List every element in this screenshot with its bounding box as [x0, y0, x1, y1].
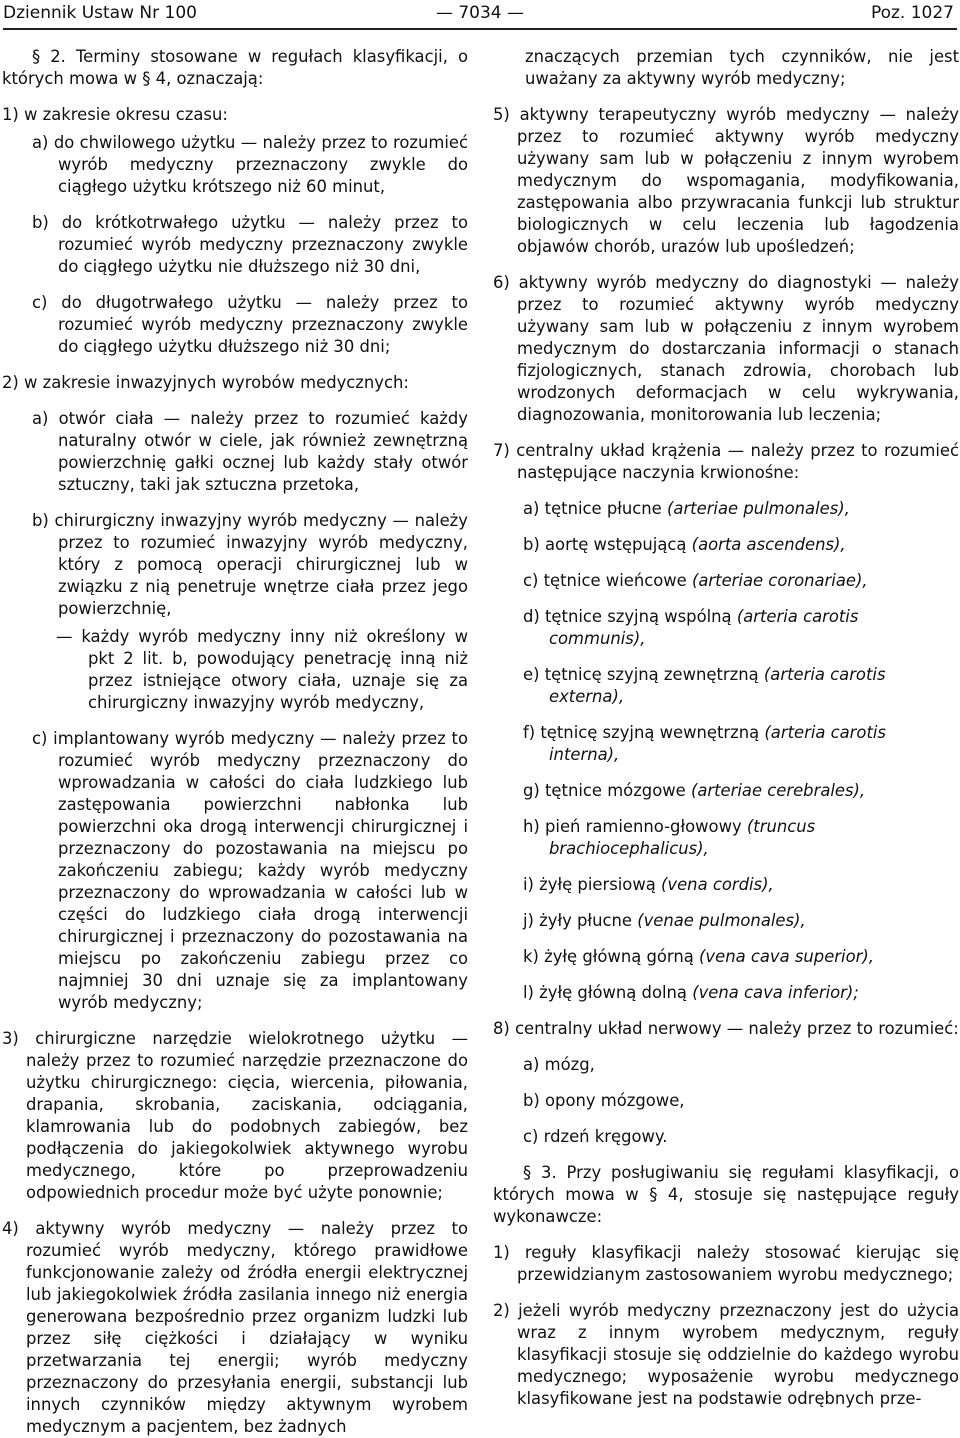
- point-5: 5) aktywny terapeutyczny wyrób medyczny — należy przez to rozumieć aktywny wyrób medyczny używany sam lub w połączeniu z innym wyrobem medycznym do wspomagania, modyfikowania, zastępowania albo przywracania funkcji lub struktur biologicznych w celu leczenia lub łagodzenia objawów chorób, urazów lub upośledzeń;: [493, 105, 959, 256]
- point-2b-dash: — każdy wyrób medyczny inny niż określony w pkt 2 lit. b, powodujący penetrację inną niż przez istniejące otwory ciała, uznaje się za chirurgiczny inwazyjny wyrób medyczny,: [56, 627, 468, 712]
- point-2c: c) implantowany wyrób medyczny — należy przez to rozumieć wyrób medyczny przeznaczony do wprowadzania w całości do ciała ludzkiego lub zastępowania powierzchni nabłonka lub powierzchni oka drogą interwencji chirurgicznej i przeznaczony do pozostawania na miejscu po zakończeniu zabiegu; każdy wyrób medyczny przeznaczony do wprowadzania w całości lub w części do ludzkiego ciała drogą interwencji chirurgicznej i przeznaczony do pozostawania na miejscu po zakończeniu zabiegu przez co najmniej 30 dni uznaje się za implantowany wyrób medyczny;: [32, 729, 468, 1012]
- point-1b: b) do krótkotrwałego użytku — należy przez to rozumieć wyrób medyczny przeznaczony zwykle do ciągłego użytku nie dłuższego niż 30 dni,: [32, 213, 468, 276]
- point-1a: a) do chwilowego użytku — należy przez to rozumieć wyrób medyczny przeznaczony zwykle do ciągłego użytku krótszego niż 60 minut,: [32, 133, 468, 196]
- point-4: 4) aktywny wyrób medyczny — należy przez to rozumieć wyrób medyczny, którego prawidłowe funkcjonowanie zależy od źródła energii elektrycznej lub jakiegokolwiek źródła zasilania innego niż energia generowana bezpośrednio przez organizm ludzki lub przez siłę ciężkości i działający w wyniku przetwarzania tej energii; wyrób medyczny przeznaczony do przesyłania energii, substancji lub innych czynników między aktywnym wyrobem medycznym a pacjentem, bez żadnych: [2, 1219, 468, 1436]
- point-3: 3) chirurgiczne narzędzie wielokrotnego użytku — należy przez to rozumieć narzędzie przeznaczone do użytku chirurgicznego: cięcia, wiercenia, piłowania, drapania, skrobania, zaciskania, odciągania, klamrowania lub do podobnych zabiegów, bez podłączenia do jakiegokolwiek aktywnego wyrobu medycznego, które po przeprowadzeniu odpowiednich procedur może być użyte ponownie;: [2, 1029, 468, 1202]
- rule-1: 1) reguły klasyfikacji należy stosować kierując się przewidzianym zastosowaniem wyrobu medycznego;: [493, 1243, 959, 1284]
- vessel-item: f) tętnicę szyjną wewnętrzną (arteria carotis interna),: [523, 723, 886, 764]
- nervous-item: c) rdzeń kręgowy.: [523, 1127, 668, 1146]
- point-7-list: [493, 498, 959, 1004]
- point-2a: a) otwór ciała — należy przez to rozumieć każdy naturalny otwór w ciele, jak również zewnętrzną powierzchnię gałki ocznej lub każdy stały otwór sztuczny, taki jak sztuczna przetoka,: [32, 409, 468, 494]
- point-4-continued: znaczących przemian tych czynników, nie jest uważany za aktywny wyrób medyczny;: [525, 47, 959, 88]
- nervous-item: b) opony mózgowe,: [523, 1091, 685, 1110]
- journal-title: Dziennik Ustaw Nr 100: [3, 3, 197, 23]
- vessel-item: j) żyły płucne (venae pulmonales),: [523, 911, 806, 930]
- header-rule: [3, 28, 957, 30]
- point-1: 1) w zakresie okresu czasu:: [2, 105, 228, 124]
- page-number: — 7034 —: [435, 3, 525, 23]
- vessel-item: g) tętnice mózgowe (arteriae cerebrales),: [523, 781, 866, 800]
- point-2: 2) w zakresie inwazyjnych wyrobów medycznych:: [2, 373, 409, 392]
- rule-2: 2) jeżeli wyrób medyczny przeznaczony jest do użycia wraz z innym wyrobem medycznym, reguły klasyfikacji stosuje się oddzielnie do każdego wyrobu medycznego; wyposażenie wyrobu medycznego klasyfikowane jest na podstawie odrębnych prze-: [493, 1301, 959, 1408]
- position-number: Poz. 1027: [870, 3, 954, 23]
- point-6: 6) aktywny wyrób medyczny do diagnostyki — należy przez to rozumieć aktywny wyrób medyczny używany sam lub w połączeniu z innym wyrobem medycznym do dostarczania informacji o stanach fizjologicznych, stanach zdrowia, chorobach lub wrodzonych deformacjach w celu wykrywania, diagnozowania, monitorowania lub leczenia;: [493, 273, 959, 424]
- vessel-item: i) żyłę piersiową (vena cordis),: [523, 875, 774, 894]
- section-2-intro: § 2. Terminy stosowane w regułach klasyfikacji, o których mowa w § 4, oznaczają:: [2, 47, 468, 88]
- vessel-item: h) pień ramienno-głowowy (truncus brachiocephalicus),: [523, 817, 816, 858]
- vessel-item: d) tętnice szyjną wspólną (arteria carotis communis),: [523, 607, 859, 648]
- vessel-item: l) żyłę główną dolną (vena cava inferior);: [523, 983, 859, 1002]
- point-8: 8) centralny układ nerwowy — należy przez to rozumieć:: [493, 1019, 959, 1038]
- vessel-item: c) tętnice wieńcowe (arteriae coronariae),: [523, 571, 868, 590]
- vessel-item: k) żyłę główną górną (vena cava superior),: [523, 947, 874, 966]
- left-column: [2, 46, 468, 1438]
- vessel-item: a) tętnice płucne (arteriae pulmonales),: [523, 499, 850, 518]
- section-3-intro: § 3. Przy posługiwaniu się regułami klasyfikacji, o których mowa w § 4, stosuje się następujące reguły wykonawcze:: [493, 1163, 959, 1226]
- point-7: 7) centralny układ krążenia — należy przez to rozumieć następujące naczynia krwionośne:: [493, 441, 959, 482]
- point-1c: c) do długotrwałego użytku — należy przez to rozumieć wyrób medyczny przeznaczony zwykle do ciągłego użytku dłuższego niż 30 dni;: [32, 293, 468, 356]
- vessel-item: b) aortę wstępującą (aorta ascendens),: [523, 535, 846, 554]
- nervous-item: a) mózg,: [523, 1055, 595, 1074]
- page-header: [0, 0, 960, 30]
- right-column: [493, 46, 959, 1410]
- vessel-item: e) tętnicę szyjną zewnętrzną (arteria carotis externa),: [523, 665, 886, 706]
- point-2b: b) chirurgiczny inwazyjny wyrób medyczny — należy przez to rozumieć inwazyjny wyrób medyczny, który z pomocą operacji chirurgicznej lub w związku z nią penetruje wnętrze ciała przez jego powierzchnię,: [32, 511, 468, 618]
